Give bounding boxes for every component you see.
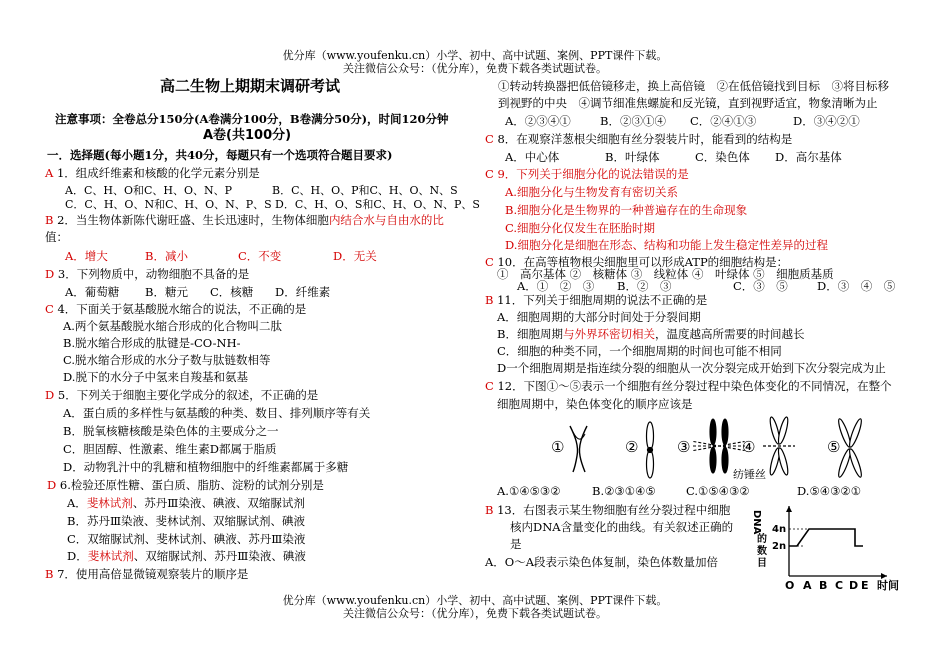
q6-option-c: C．双缩脲试剂、斐林试剂、碘液、苏丹Ⅲ染液	[67, 532, 306, 546]
q4-option-d: D.脱下的水分子中氢来自羧基和氨基	[63, 370, 248, 384]
figure-label-2: ②	[625, 438, 639, 456]
q11-option-b: B．细胞周期与外界环密切相关，温度越高所需要的时间越长	[497, 327, 805, 341]
question-1: A 1．组成纤维素和核酸的化学元素分别是	[45, 166, 260, 180]
chart-xtick-C: C	[835, 579, 844, 592]
header-line2: 关注微信公众号：（优分库），免费下载各类试题试卷。	[343, 62, 607, 75]
chart-ylabel-3: 数	[757, 546, 767, 557]
q8-option-a: A．中心体	[505, 150, 560, 164]
spindle-label: 纺锤丝	[733, 468, 766, 481]
q9-option-d: D.细胞分化是细胞在形态、结构和功能上发生稳定性差异的过程	[505, 238, 828, 252]
dna-content-chart	[751, 500, 915, 592]
question-11: B 11．下列关于细胞周期的说法不正确的是	[485, 293, 708, 307]
q3-option-b: B．糖元	[145, 285, 188, 299]
q5-option-b: B．脱氧核糖核酸是染色体的主要成分之一	[63, 424, 279, 438]
exam-title: 高二生物上期期末调研考试	[160, 77, 341, 95]
q6-option-d: D．斐林试剂、双缩脲试剂、苏丹Ⅲ染液、碘液	[67, 549, 306, 563]
q11-option-a: A．细胞周期的大部分时间处于分裂间期	[497, 310, 701, 324]
q2-stem-cont: 值：	[45, 230, 68, 244]
chromosome-4	[763, 416, 795, 476]
chart-ytick-4n: 4n	[772, 524, 787, 535]
chart-xlabel: 时间	[877, 579, 899, 592]
q4-option-b: B.脱水缩合形成的肽键是-CO-NH-	[63, 336, 241, 350]
q13-stem-cont2: 是	[510, 537, 522, 551]
part1-heading: 一．选择题(每小题1分，共40分，每题只有一个选项符合题目要求)	[47, 148, 393, 162]
q11-option-d: D一个细胞周期是指连续分裂的细胞从一次分裂完成开始到下次分裂完成为止	[497, 361, 886, 375]
q2-option-d: D．无关	[333, 249, 377, 263]
chart-xtick-E: E	[861, 579, 869, 592]
q12-stem-cont: 细胞周期中，染色体变化的顺序应该是	[497, 397, 693, 411]
q1-option-a: A．C、H、O和C、H、O、N、P	[65, 184, 233, 197]
q1-option-d: D．C、H、O、S和C、H、O、N、P、S	[275, 198, 480, 211]
figure-label-4: ④	[742, 438, 756, 456]
chart-xtick-D: D	[849, 579, 859, 592]
q4-option-c: C.脱水缩合形成的水分子数与肽链数相等	[63, 353, 271, 367]
chromosome-1	[570, 426, 587, 472]
chart-ylabel-4: 目	[757, 558, 767, 569]
q2-option-b: B．减小	[145, 249, 188, 263]
q10-option-c: C．③ ⑤	[733, 279, 788, 293]
q11-option-c: C．细胞的种类不同，一个细胞周期的时间也可能不相同	[497, 344, 782, 358]
q3-option-c: C．核糖	[210, 285, 254, 299]
dna-curve	[789, 529, 863, 546]
section-a-title: A卷(共100分)	[203, 128, 292, 143]
q8-option-d: D．高尔基体	[775, 150, 842, 164]
footer-line1: 优分库（www.youfenku.cn）小学、初中、高中试题、案例、PPT课件下载。	[282, 594, 668, 607]
header-line1: 优分库（www.youfenku.cn）小学、初中、高中试题、案例、PPT课件下载。	[282, 49, 668, 62]
q2-option-a: A．增大	[65, 249, 108, 263]
q7-steps-line2: 到视野的中央 ④调节细准焦螺旋和反光镜，直到视野适宜，物象清晰为止	[498, 96, 878, 110]
q10-option-b: B．② ③	[617, 279, 672, 293]
chromosome-2	[647, 422, 654, 478]
q9-option-b: B.细胞分化是生物界的一种普遍存在的生命现象	[505, 203, 748, 217]
q7-option-a: A．②③④①	[505, 114, 571, 128]
q12-option-d: D.⑤④③②①	[797, 484, 862, 498]
q4-option-a: A.两个氨基酸脱水缩合形成的化合物叫二肽	[63, 319, 282, 333]
q13-stem-cont: 核内DNA含量变化的曲线。有关叙述正确的	[510, 520, 734, 534]
chart-ytick-2n: 2n	[772, 541, 787, 552]
q3-option-a: A．葡萄糖	[65, 285, 120, 299]
question-10: C 10．在高等植物根尖细胞里可以形成ATP的细胞结构是：	[485, 255, 789, 269]
q7-option-b: B．②③①④	[600, 114, 666, 128]
chromosome-5	[837, 418, 864, 478]
figure-label-1: ①	[551, 438, 565, 456]
q12-option-c: C.①⑤④③②	[686, 484, 750, 498]
question-6: D 6.检验还原性糖、蛋白质、脂肪、淀粉的试剂分别是	[47, 478, 324, 492]
q7-option-d: D．③④②①	[793, 114, 860, 128]
q2-option-c: C．不变	[238, 249, 282, 263]
question-9: C 9．下列关于细胞分化的说法错误的是	[485, 167, 689, 181]
chart-xtick-O: O	[785, 579, 795, 592]
q5-option-c: C．胆固醇、性激素、维生素D都属于脂质	[63, 442, 277, 456]
footer-line2: 关注微信公众号：（优分库），免费下载各类试题试卷。	[343, 607, 607, 620]
q12-option-b: B.②③①④⑤	[592, 484, 656, 498]
question-2: B 2．当生物体新陈代谢旺盛、生长迅速时，生物体细胞内结合水与自由水的比	[45, 213, 444, 227]
chart-xtick-A: A	[803, 579, 812, 592]
chart-ylabel-1: DNA	[751, 510, 762, 535]
q9-option-c: C.细胞分化仅发生在胚胎时期	[505, 221, 656, 235]
q1-option-b: B．C、H、O、P和C、H、O、N、S	[272, 184, 458, 197]
q9-option-a: A.细胞分化与生物发育有密切关系	[505, 185, 678, 199]
y-axis-arrow	[786, 506, 792, 512]
question-8: C 8．在观察洋葱根尖细胞有丝分裂装片时，能看到的结构是	[485, 132, 793, 146]
q1-option-c: C．C、H、O、N和C、H、O、N、P、S	[65, 198, 272, 211]
question-3: D 3．下列物质中，动物细胞不具备的是	[45, 267, 250, 281]
question-12: C 12．下图①～⑤表示一个细胞有丝分裂过程中染色体变化的不同情况，在整个	[485, 379, 892, 393]
q3-option-d: D．纤维素	[275, 285, 331, 299]
q8-option-b: B．叶绿体	[605, 150, 660, 164]
question-5: D 5．下列关于细胞主要化学成分的叙述，不正确的是	[45, 388, 319, 402]
chart-ylabel-2: 的	[757, 534, 767, 545]
q13-option-a: A．O～A段表示染色体复制，染色体数量加倍	[485, 555, 719, 569]
question-13: B 13．右图表示某生物细胞有丝分裂过程中细胞	[485, 503, 731, 517]
chromosome-figure	[545, 412, 870, 482]
q6-option-b: B．苏丹Ⅲ染液、斐林试剂、双缩脲试剂、碘液	[67, 514, 306, 528]
q10-items: ① 高尔基体 ② 核糖体 ③ 线粒体 ④ 叶绿体 ⑤ 细胞质基质	[497, 267, 834, 281]
q6-option-a: A．斐林试剂、苏丹Ⅲ染液、碘液、双缩脲试剂	[67, 496, 305, 510]
q5-option-a: A．蛋白质的多样性与氨基酸的种类、数目、排列顺序等有关	[63, 406, 371, 420]
exam-notice: 注意事项：全卷总分150分(A卷满分100分，B卷满分50分)，时间120分钟	[55, 112, 449, 126]
q5-option-d: D．动物乳汁中的乳糖和植物细胞中的纤维素都属于多糖	[63, 460, 349, 474]
question-4: C 4．下面关于氨基酸脱水缩合的说法，不正确的是	[45, 302, 307, 316]
figure-label-5: ⑤	[827, 438, 841, 456]
q10-option-d: D．③ ④ ⑤	[817, 279, 896, 293]
q8-option-c: C．染色体	[695, 150, 750, 164]
question-7: B 7．使用高倍显微镜观察装片的顺序是	[45, 567, 249, 581]
q7-option-c: C．②④①③	[690, 114, 757, 128]
answer-key: A	[45, 166, 54, 180]
figure-label-3: ③	[677, 438, 691, 456]
q10-option-a: A．① ② ③	[517, 279, 595, 293]
q12-option-a: A.①④⑤③②	[497, 484, 561, 498]
chromosome-3	[693, 419, 745, 473]
q7-steps-line1: ①转动转换器把低倍镜移走，换上高倍镜 ②在低倍镜找到目标 ③将目标移	[498, 79, 889, 93]
chart-xtick-B: B	[819, 579, 828, 592]
